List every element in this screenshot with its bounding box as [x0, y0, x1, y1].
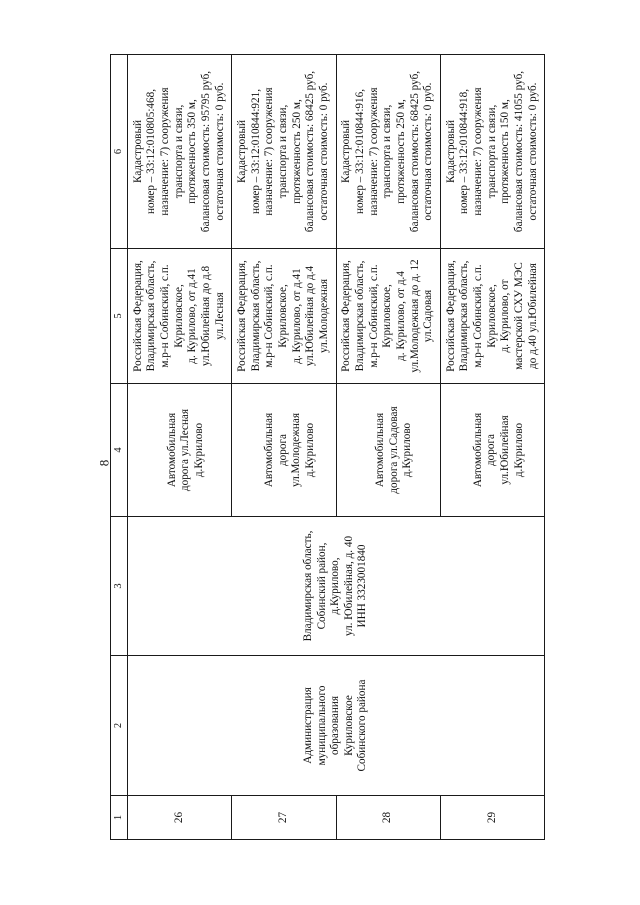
location-line: Куриловское, [277, 284, 290, 348]
location-line: м.р-н Собинский, с.п. [159, 264, 172, 368]
location-line: Куриловское, [381, 284, 394, 348]
header-cell-6: 6 [111, 55, 128, 249]
object-name-cell [336, 384, 440, 517]
details-line: остаточная стоимость: 0 руб. [318, 82, 331, 221]
location-line: Российская Федерация, [444, 260, 457, 372]
location-line: д. Курилово, от д.41 [290, 268, 303, 364]
details-line: остаточная стоимость: 0 руб. [213, 82, 226, 221]
location-line: д. Курилово, от д.41 [186, 268, 199, 364]
details-cell [440, 55, 544, 249]
location-line: ул.Лесная [213, 292, 226, 340]
header-cell-2: 2 [111, 656, 128, 796]
location-line: Российская Федерация, [236, 260, 249, 372]
details-line: транспорта и связи, [381, 104, 394, 199]
location-line: м.р-н Собинский, с.п. [471, 264, 484, 368]
details-line: транспорта и связи, [172, 104, 185, 199]
location-cell [336, 249, 440, 384]
location-line: Владимирская область, [145, 260, 158, 372]
object-name-cell [440, 384, 544, 517]
owner-address-cell [128, 517, 545, 656]
details-line: номер – 33:12:010844:918, [458, 88, 471, 215]
object-name-cell [128, 384, 232, 517]
object-line: дорога [276, 433, 289, 467]
location-line: Куриловское, [485, 284, 498, 348]
details-line: балансовая стоимость: 68425 руб, [304, 70, 317, 233]
header-cell-5: 5 [111, 249, 128, 384]
details-line: назначение: 7) сооружения [159, 87, 172, 216]
details-line: Кадастровый [236, 120, 249, 183]
location-line: м.р-н Собинский, с.п. [367, 264, 380, 368]
page-number: 8 [96, 459, 112, 467]
object-line: д.Курилово [304, 422, 317, 478]
owner-name-line: Куриловское [342, 695, 355, 756]
details-line: номер – 33:12:010844:916, [353, 88, 366, 215]
object-line: Автомобильная [263, 412, 276, 488]
header-cell-1: 1 [111, 796, 128, 840]
details-line: назначение: 7) сооружения [263, 87, 276, 216]
details-line: протяженность 350 м, [186, 99, 199, 204]
details-line: назначение: 7) сооружения [367, 87, 380, 216]
details-line: Кадастровый [340, 120, 353, 183]
object-line: дорога ул.Лесная [179, 408, 192, 492]
owner-name-cell [128, 656, 545, 796]
object-line: ул.Юбилейная [498, 415, 511, 485]
location-cell [440, 249, 544, 384]
details-line: балансовая стоимость: 95795 руб, [200, 70, 213, 233]
location-cell [128, 249, 232, 384]
details-line: номер – 33:12:010844:921, [249, 88, 262, 215]
location-line: Владимирская область, [458, 260, 471, 372]
details-line: транспорта и связи, [277, 104, 290, 199]
object-name-cell [232, 384, 336, 517]
location-line: ул.Юбилейная до д.8 [200, 265, 213, 367]
location-line: д. Курилово, от д.4 [394, 271, 407, 361]
owner-address-line: ИНН 3323001840 [356, 544, 369, 628]
location-line: ул.Юбилейная до д.4 [304, 265, 317, 367]
location-line: м.р-н Собинский, с.п. [263, 264, 276, 368]
location-line: ул.Молодежная [318, 279, 331, 353]
details-line: остаточная стоимость: 0 руб. [422, 82, 435, 221]
location-line: Российская Федерация, [131, 260, 144, 372]
owner-name-line: муниципального [315, 685, 328, 766]
details-line: транспорта и связи, [485, 104, 498, 199]
table-row [128, 55, 232, 840]
details-line: протяженность 250 м, [290, 99, 303, 204]
location-line: до д.40 ул.Юбилейная [526, 263, 539, 369]
header-cell-4: 4 [111, 384, 128, 517]
details-cell [232, 55, 336, 249]
object-line: д.Курилово [192, 422, 205, 478]
header-cell-3: 3 [111, 517, 128, 656]
owner-name-line: образования [329, 696, 342, 756]
row-number: 28 [336, 796, 440, 840]
details-line: протяженность 150 м, [499, 99, 512, 204]
property-table [110, 54, 545, 840]
details-line: Кадастровый [444, 120, 457, 183]
owner-address-line: ул. Юбилейная, д. 40 [342, 535, 355, 637]
details-line: Кадастровый [131, 120, 144, 183]
location-line: ул.Молодежная до д. 12 [408, 259, 421, 373]
owner-name-line: Администрация [301, 687, 314, 764]
object-line: Автомобильная [374, 412, 387, 488]
object-line: дорога ул.Садовая [387, 406, 400, 494]
location-line: Куриловское, [172, 284, 185, 348]
owner-address-line: Владимирская область, [301, 530, 314, 642]
owner-name-line: Собинского района [356, 679, 369, 772]
location-line: Владимирская область, [353, 260, 366, 372]
location-line: Российская Федерация, [340, 260, 353, 372]
header-row [111, 55, 128, 840]
owner-address-line: д.Курилово, [329, 557, 342, 615]
details-line: остаточная стоимость: 0 руб. [526, 82, 539, 221]
location-line: Владимирская область, [249, 260, 262, 372]
location-cell [232, 249, 336, 384]
object-line: Автомобильная [165, 412, 178, 488]
details-line: номер – 33:12:010805:468, [145, 88, 158, 215]
details-line: назначение: 7) сооружения [471, 87, 484, 216]
rotated-table-wrapper [110, 55, 545, 840]
row-number: 29 [440, 796, 544, 840]
details-line: протяженность 250 м, [394, 99, 407, 204]
location-line: ул.Садовая [422, 289, 435, 343]
details-cell [336, 55, 440, 249]
details-cell [128, 55, 232, 249]
row-number: 26 [128, 796, 232, 840]
location-line: д. Курилово, от [499, 279, 512, 353]
row-number: 27 [232, 796, 336, 840]
object-line: д.Курилово [512, 422, 525, 478]
details-line: балансовая стоимость: 41055 руб, [512, 70, 525, 233]
object-line: дорога [485, 433, 498, 467]
location-line: мастерской СХУ МЭС [512, 262, 525, 370]
object-line: д.Курилово [401, 422, 414, 478]
details-line: балансовая стоимость: 68425 руб, [408, 70, 421, 233]
object-line: ул.Молодежная [290, 413, 303, 487]
object-line: Автомобильная [471, 412, 484, 488]
owner-address-line: Собинский район, [315, 542, 328, 630]
